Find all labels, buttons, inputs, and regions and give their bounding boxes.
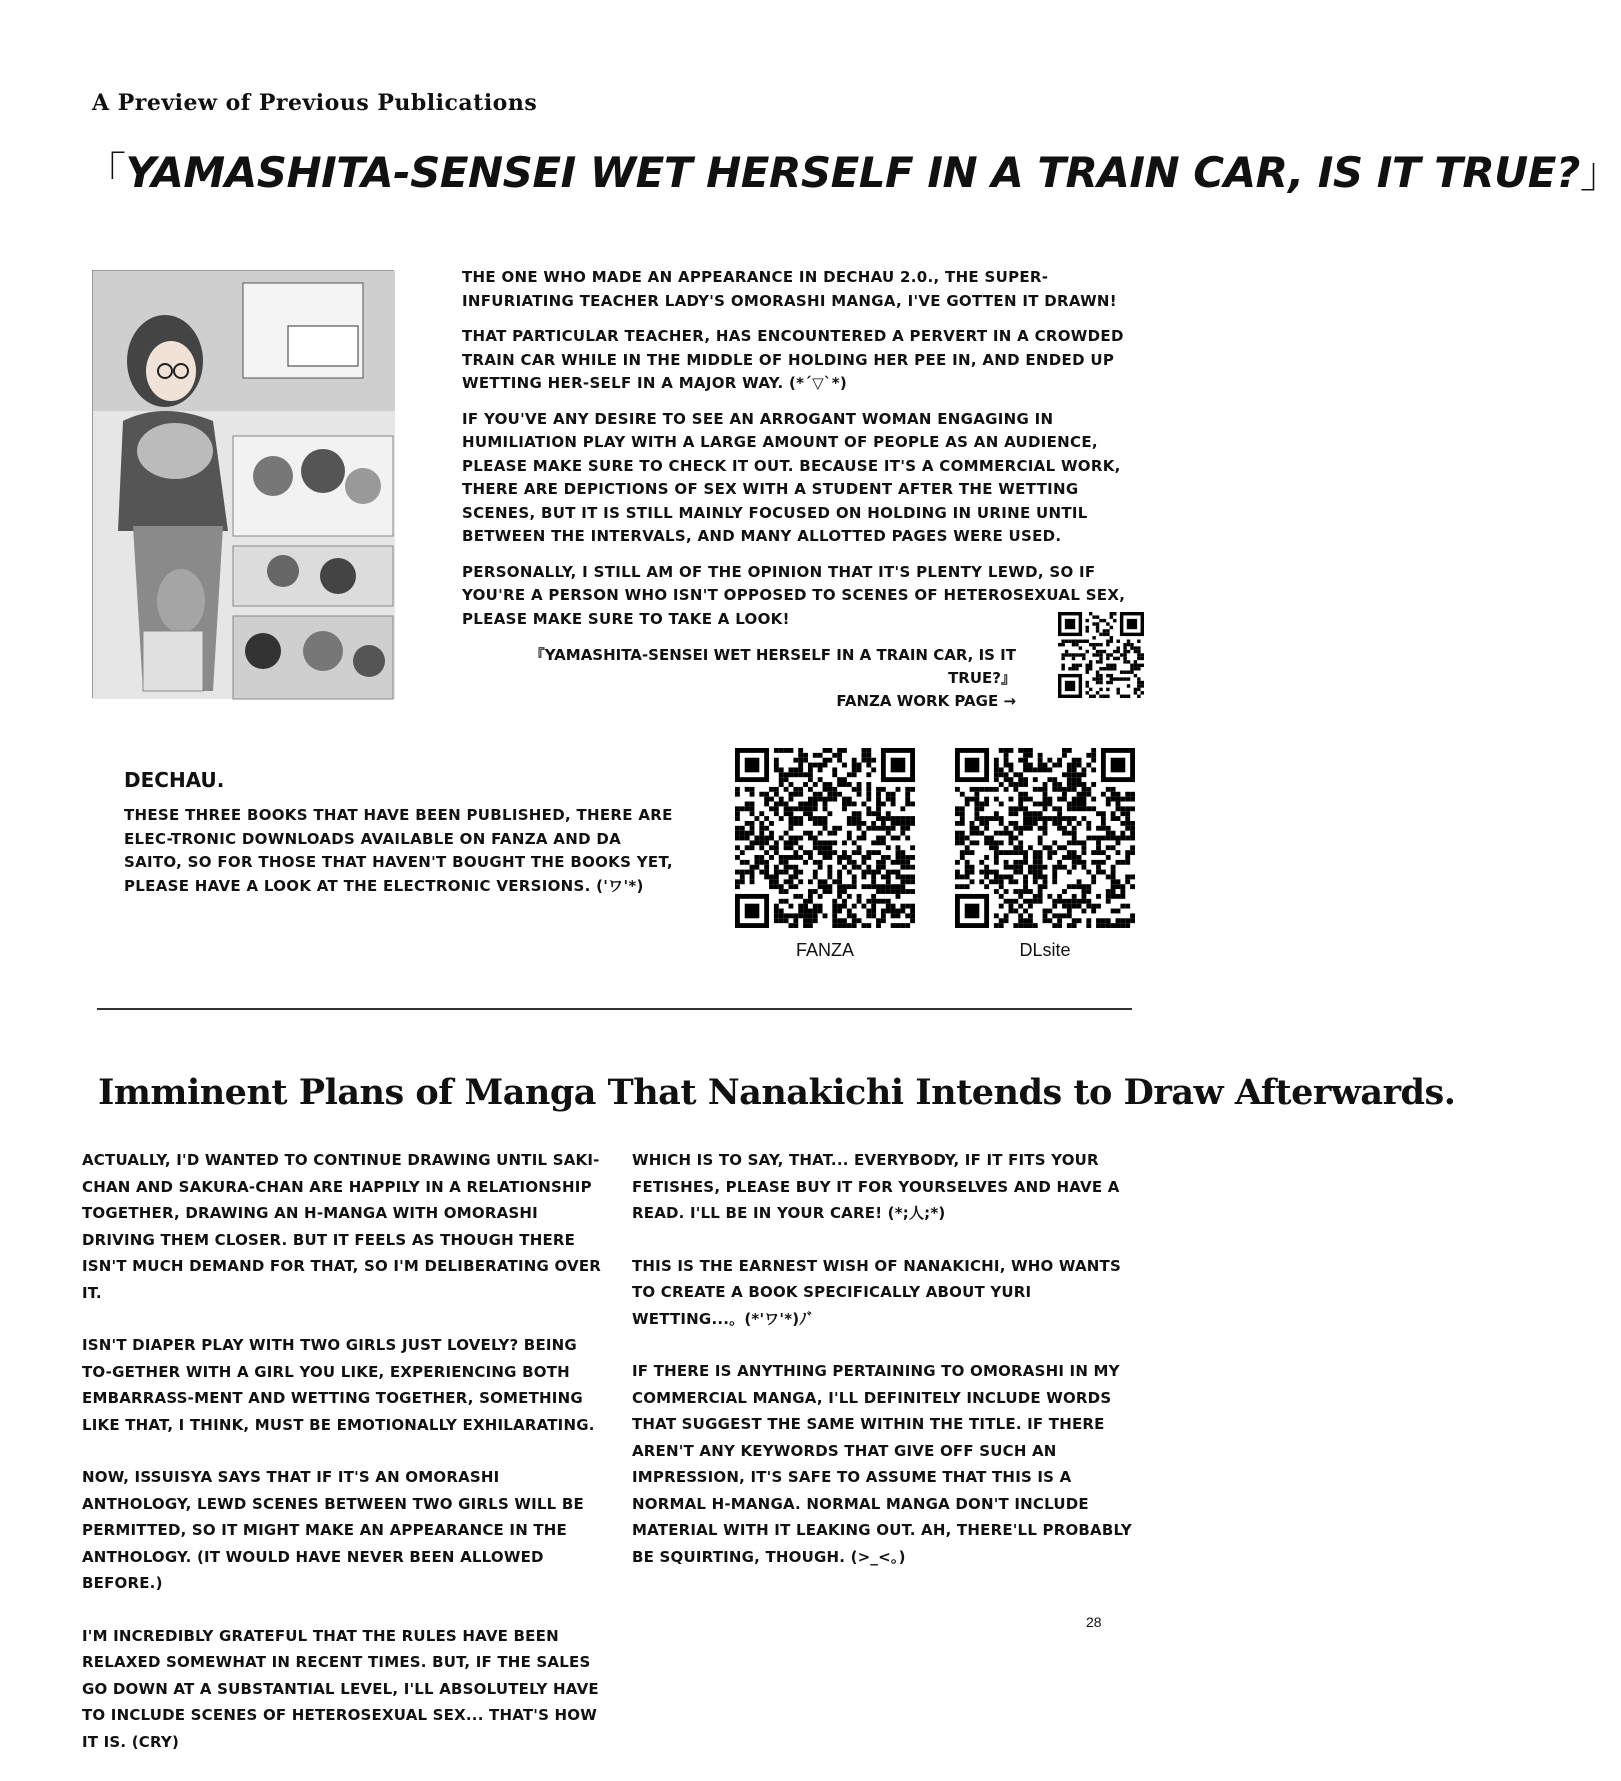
section-kicker: A Preview of Previous Publications	[92, 90, 538, 116]
plans-left-column	[82, 1147, 602, 1781]
qr-code-icon	[955, 748, 1135, 928]
fanza-work-link[interactable]	[496, 644, 1016, 713]
plans-paragraph: ISN'T DIAPER PLAY WITH TWO GIRLS JUST LOVELY? BEING TO-GETHER WITH A GIRL YOU LIKE, EXPERIENCING BOTH EMBARRASS-MENT AND WETTING TOGETHER, SOMETHING LIKE THAT, I THINK, MUST BE EMOTIONALLY EXHILARATING.	[82, 1336, 595, 1434]
title-open-bracket: 「	[84, 148, 126, 197]
dechau-body: THESE THREE BOOKS THAT HAVE BEEN PUBLISHED, THERE ARE ELEC-TRONIC DOWNLOADS AVAILABLE ON FANZA AND DA SAITO, SO FOR THOSE THAT HAVEN'T BOUGHT THE BOOKS YET, PLEASE HAVE A LOOK AT THE ELECTRONIC VERSIONS. ('ワ'*)	[124, 806, 673, 895]
qr-code-icon	[735, 748, 915, 928]
cover-illustration	[93, 271, 395, 699]
dlsite-qr-code[interactable]	[955, 748, 1135, 928]
work-link-title: 『YAMASHITA-SENSEI WET HERSELF IN A TRAIN CAR, IS IT TRUE?』	[529, 646, 1016, 687]
page-number: 28	[1086, 1614, 1102, 1630]
qr-code-icon	[1058, 612, 1144, 698]
intro-text	[462, 266, 1134, 643]
plans-paragraph: IF THERE IS ANYTHING PERTAINING TO OMORASHI IN MY COMMERCIAL MANGA, I'LL DEFINITELY INCLUDE WORDS THAT SUGGEST THE SAME WITHIN THE TITLE. IF THERE AREN'T ANY KEYWORDS THAT GIVE OFF SUCH AN IMPRESSION, IT'S SAFE TO ASSUME THAT THIS IS A NORMAL H-MANGA. NORMAL MANGA DON'T INCLUDE MATERIAL WITH IT LEAKING OUT. AH, THERE'LL PROBABLY BE SQUIRTING, THOUGH. (>_<。)	[632, 1362, 1132, 1566]
fanza-qr-caption: FANZA	[795, 940, 854, 960]
dechau-heading: DECHAU.	[124, 768, 225, 792]
plans-heading: Imminent Plans of Manga That Nanakichi Intends to Draw Afterwards.	[98, 1072, 1456, 1113]
plans-right-column	[632, 1147, 1142, 1596]
plans-paragraph: WHICH IS TO SAY, THAT... EVERYBODY, IF IT FITS YOUR FETISHES, PLEASE BUY IT FOR YOURSELVES AND HAVE A READ. I'LL BE IN YOUR CARE! (*;人;*)	[632, 1151, 1120, 1222]
title-close-bracket: 」	[1579, 148, 1621, 197]
section-divider	[97, 1008, 1132, 1010]
page-title	[84, 140, 1621, 200]
intro-paragraph: THE ONE WHO MADE AN APPEARANCE IN DECHAU 2.0., THE SUPER-INFURIATING TEACHER LADY'S OMORASHI MANGA, I'VE GOTTEN IT DRAWN!	[462, 268, 1117, 310]
fanza-work-qr-code[interactable]	[1058, 612, 1144, 698]
dlsite-qr-caption: DLsite	[1019, 940, 1071, 960]
plans-paragraph: THIS IS THE EARNEST WISH OF NANAKICHI, WHO WANTS TO CREATE A BOOK SPECIFICALLY ABOUT YURI WETTING...。(*'ワ'*)ﾉﾞ	[632, 1256, 1121, 1328]
title-text: YAMASHITA-SENSEI WET HERSELF IN A TRAIN CAR, IS IT TRUE?	[125, 148, 1580, 197]
intro-paragraph: IF YOU'VE ANY DESIRE TO SEE AN ARROGANT WOMAN ENGAGING IN HUMILIATION PLAY WITH A LARGE AMOUNT OF PEOPLE AS AN AUDIENCE, PLEASE MAKE SURE TO CHECK IT OUT. BECAUSE IT'S A COMMERCIAL WORK, THERE ARE DEPICTIONS OF SEX WITH A STUDENT AFTER THE WETTING SCENES, BUT IT IS STILL MAINLY FOCUSED ON HOLDING IN URINE UNTIL BETWEEN THE INTERVALS, AND MANY ALLOTTED PAGES WERE USED.	[462, 409, 1121, 545]
plans-paragraph: I'M INCREDIBLY GRATEFUL THAT THE RULES HAVE BEEN RELAXED SOMEWHAT IN RECENT TIMES. BUT, IF THE SALES GO DOWN AT A SUBSTANTIAL LEVEL, I'LL ABSOLUTELY HAVE TO INCLUDE SCENES OF HETEROSEXUAL SEX... THAT'S HOW IT IS. (CRY)	[82, 1626, 599, 1751]
work-link-label: FANZA WORK PAGE →	[836, 692, 1016, 710]
intro-paragraph: THAT PARTICULAR TEACHER, HAS ENCOUNTERED A PERVERT IN A CROWDED TRAIN CAR WHILE IN THE MIDDLE OF HOLDING HER PEE IN, AND ENDED UP WETTING HER-SELF IN A MAJOR WAY. (*´▽`*)	[462, 327, 1124, 392]
intro-paragraph: PERSONALLY, I STILL AM OF THE OPINION THAT IT'S PLENTY LEWD, SO IF YOU'RE A PERSON WHO ISN'T OPPOSED TO SCENES OF HETEROSEXUAL SEX, PLEASE MAKE SURE TO TAKE A LOOK!	[462, 562, 1126, 628]
plans-paragraph: NOW, ISSUISYA SAYS THAT IF IT'S AN OMORASHI ANTHOLOGY, LEWD SCENES BETWEEN TWO GIRLS WILL BE PERMITTED, SO IT MIGHT MAKE AN APPEARANCE IN THE ANTHOLOGY. (IT WOULD HAVE NEVER BEEN ALLOWED BEFORE.)	[82, 1468, 584, 1592]
manga-cover-image	[92, 270, 394, 698]
plans-paragraph: ACTUALLY, I'D WANTED TO CONTINUE DRAWING UNTIL SAKI-CHAN AND SAKURA-CHAN ARE HAPPILY IN A RELATIONSHIP TOGETHER, DRAWING AN H-MANGA WITH OMORASHI DRIVING THEM CLOSER. BUT IT FEELS AS THOUGH THERE ISN'T MUCH DEMAND FOR THAT, SO I'M DELIBERATING OVER IT.	[82, 1151, 602, 1302]
fanza-qr-code[interactable]	[735, 748, 915, 928]
